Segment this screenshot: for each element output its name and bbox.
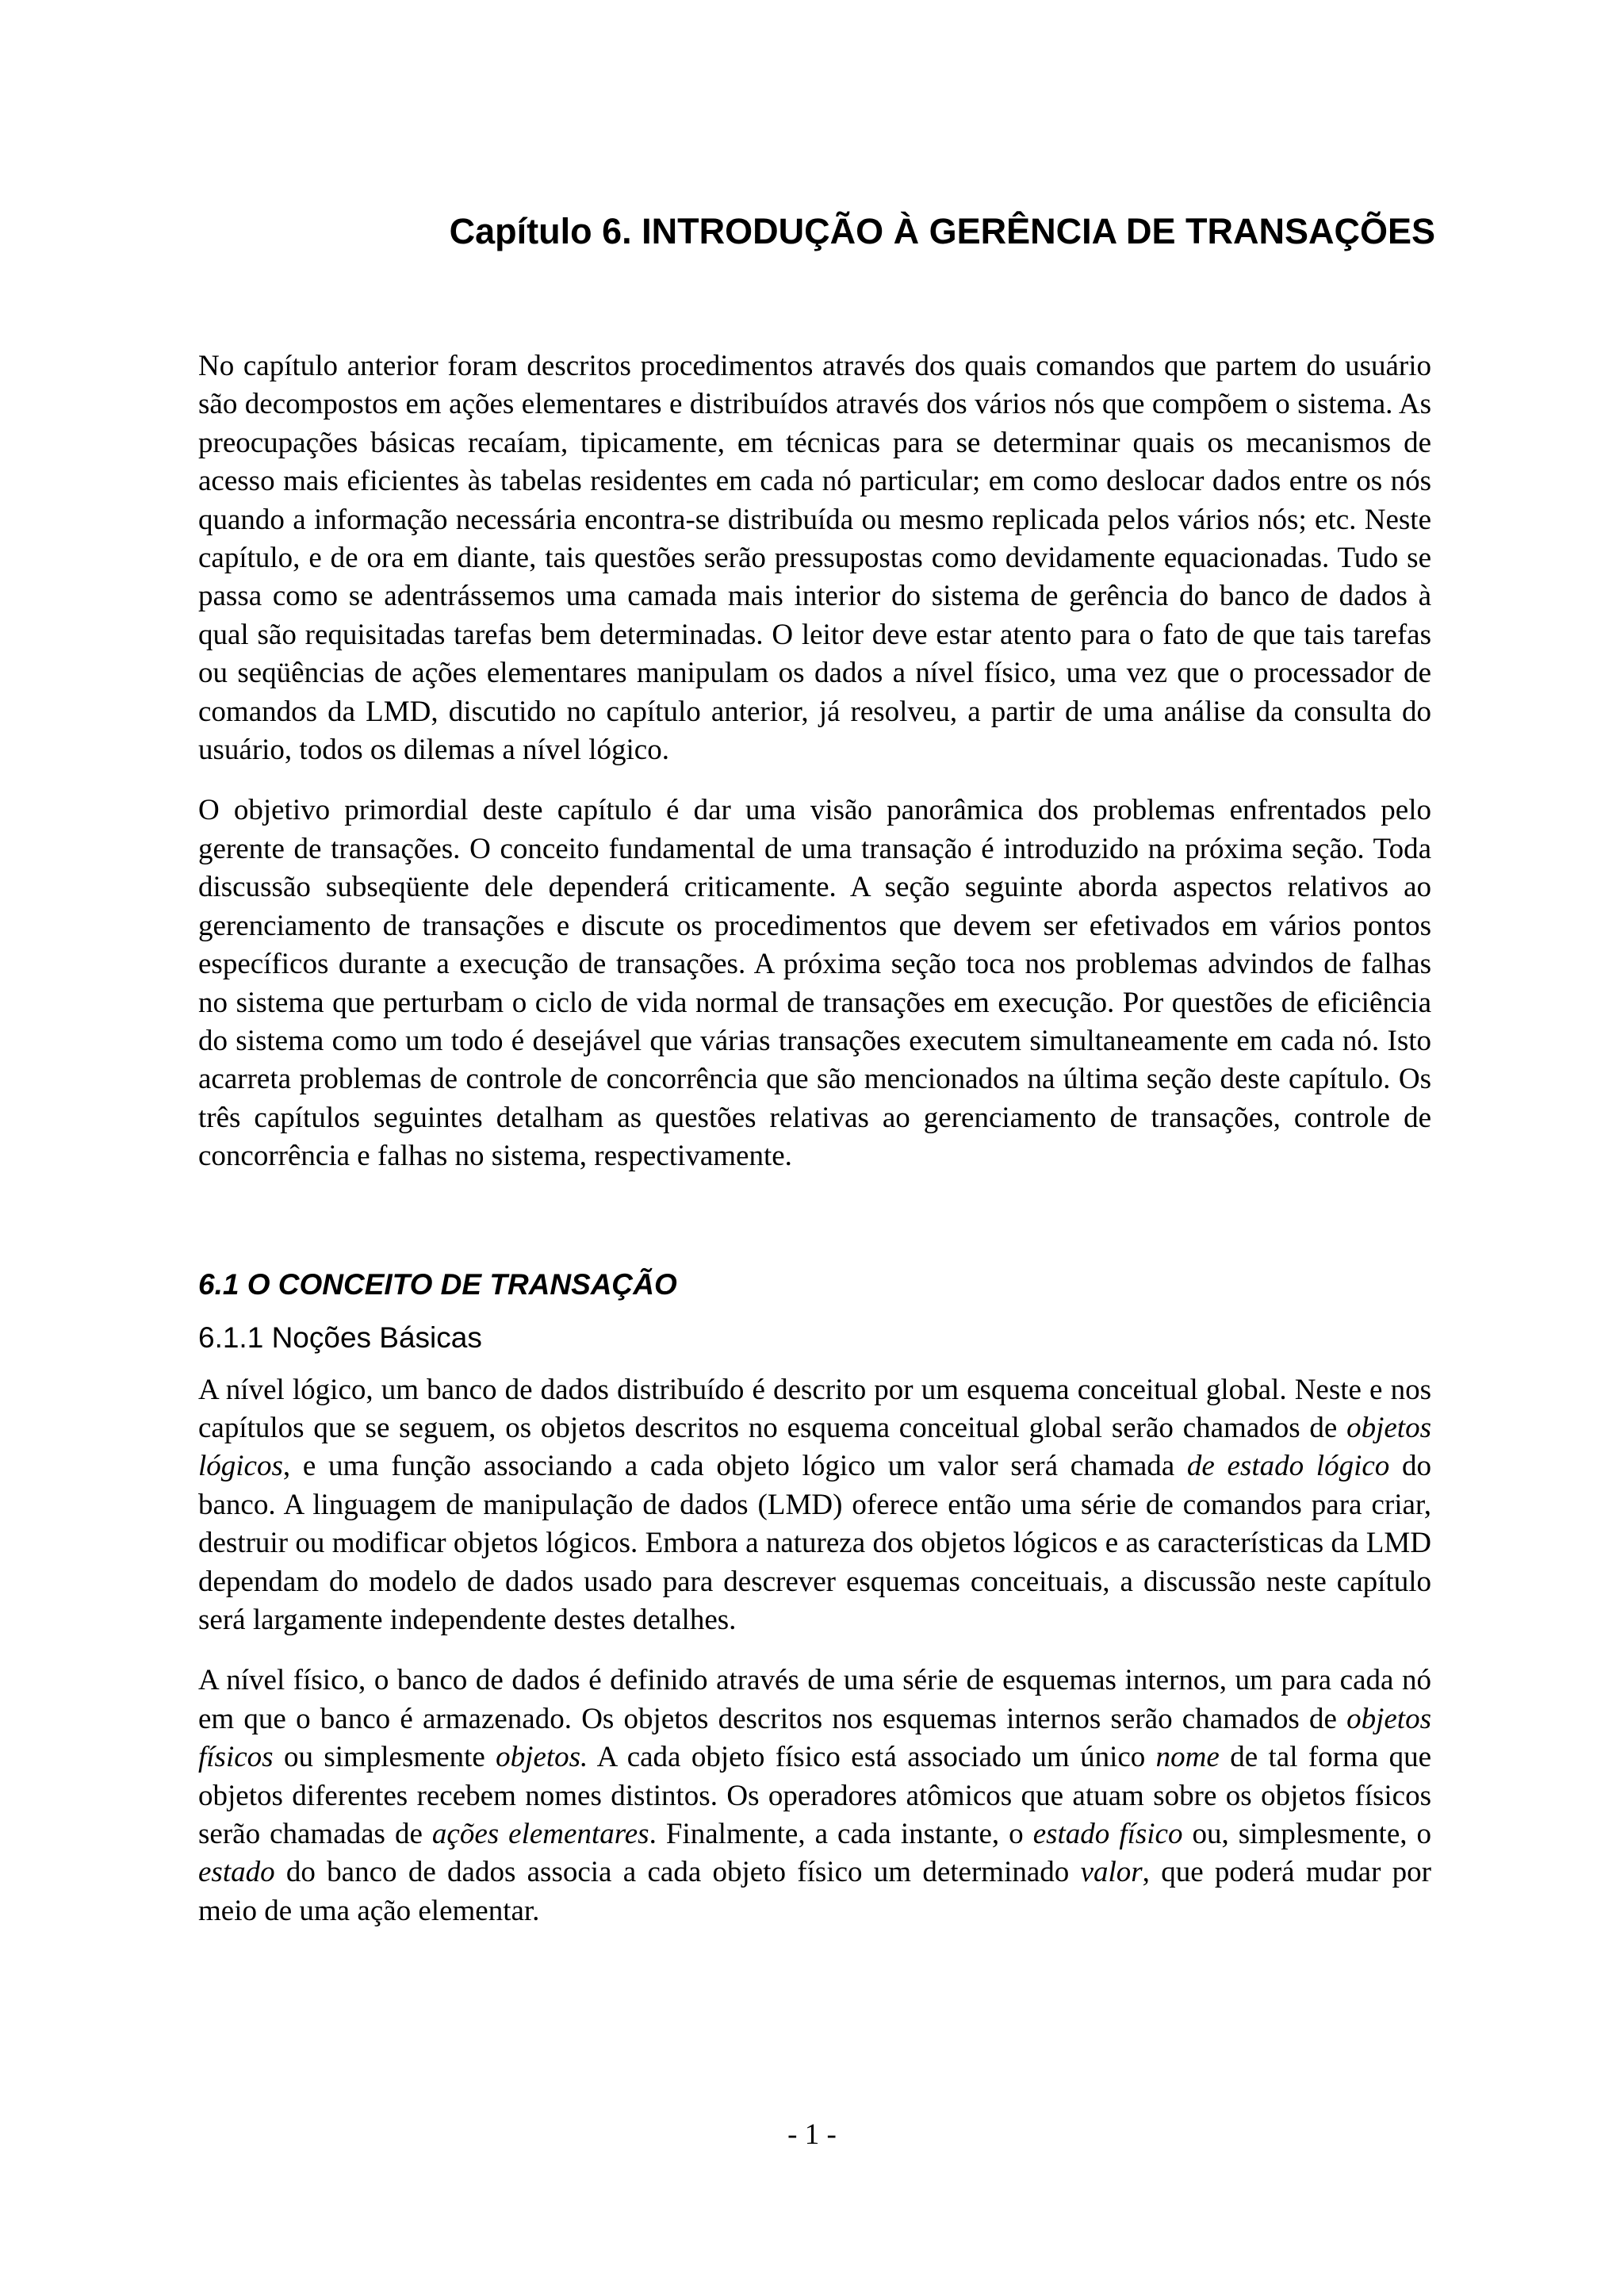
italic-term: valor	[1080, 1856, 1143, 1889]
text-run: A nível físico, o banco de dados é definido através de uma série de esquemas internos, um para cada nó em que o banco é armazenado. Os objetos descritos nos esquemas internos serão chamados de	[198, 1664, 1431, 1735]
italic-term: ações elementares	[431, 1818, 649, 1850]
text-run: A cada objeto físico está associado um único	[588, 1741, 1156, 1774]
chapter-title: Capítulo 6. INTRODUÇÃO À GERÊNCIA DE TRANSAÇÕES	[449, 211, 1435, 251]
text-run: , e uma função associando a cada objeto lógico um valor será chamada	[282, 1450, 1187, 1483]
text-run: ou, simplesmente, o	[1182, 1818, 1432, 1850]
text-run: ou simplesmente	[273, 1741, 496, 1774]
section-heading: 6.1 O CONCEITO DE TRANSAÇÃO	[198, 1267, 677, 1301]
italic-term: objetos.	[496, 1741, 588, 1774]
text-run: de tal forma que objetos diferentes recebem nomes distintos. Os operadores atômicos que atuam sobre os objetos físicos serão chamadas de	[198, 1741, 1431, 1850]
italic-term: estado	[198, 1856, 275, 1889]
italic-term: de estado lógico	[1186, 1450, 1390, 1483]
text-run: do banco. A linguagem de manipulação de dados (LMD) oferece então uma série de comandos para criar, destruir ou modificar objetos lógicos. Embora a natureza dos objetos lógicos e as características da LMD dependam do modelo de dados usado para descrever esquemas conceituais, a discussão neste capítulo será largamente independente destes detalhes.	[198, 1450, 1431, 1636]
intro-paragraph-1: No capítulo anterior foram descritos procedimentos através dos quais comandos que partem do usuário são decompostos em ações elementares e distribuídos através dos vários nós que compõem o sistema. As preocupações básicas recaíam, tipicamente, em técnicas para se determinar quais os mecanismos de acesso mais eficientes às tabelas residentes em cada nó particular; em como deslocar dados entre os nós quando a informação necessária encontra-se distribuída ou mesmo replicada pelos vários nós; etc. Neste capítulo, e de ora em diante, tais questões serão pressupostas como devidamente equacionadas. Tudo se passa como se adentrássemos uma camada mais interior do sistema de gerência do banco de dados à qual são requisitadas tarefas bem determinadas. O leitor deve estar atento para o fato de que tais tarefas ou seqüências de ações elementares manipulam os dados a nível físico, uma vez que o processador de comandos da LMD, discutido no capítulo anterior, já resolveu, a partir de uma análise da consulta do usuário, todos os dilemas a nível lógico.	[198, 350, 1431, 767]
paragraph-physical-level	[198, 1662, 1431, 1930]
italic-term: estado físico	[1032, 1818, 1183, 1850]
text-run: A nível lógico, um banco de dados distribuído é descrito por um esquema conceitual global. Neste e nos capítulos que se seguem, os objetos descritos no esquema conceitual global serão chamados de	[198, 1373, 1431, 1444]
italic-term: nome	[1155, 1741, 1220, 1774]
subsection-heading: 6.1.1 Noções Básicas	[198, 1320, 482, 1354]
text-run: . Finalmente, a cada instante, o	[649, 1818, 1033, 1850]
text-run: , que poderá mudar por meio de uma ação elementar.	[198, 1856, 1431, 1927]
page-number: - 1 -	[787, 2118, 837, 2151]
intro-paragraph-2: O objetivo primordial deste capítulo é dar uma visão panorâmica dos problemas enfrentados pelo gerente de transações. O conceito fundamental de uma transação é introduzido na próxima seção. Toda discussão subseqüente dele dependerá criticamente. A seção seguinte aborda aspectos relativos ao gerenciamento de transações e discute os procedimentos que devem ser efetivados em vários pontos específicos durante a execução de transações. A próxima seção toca nos problemas advindos de falhas no sistema que perturbam o ciclo de vida normal de transações em execução. Por questões de eficiência do sistema como um todo é desejável que várias transações executem simultaneamente em cada nó. Isto acarreta problemas de controle de concorrência que são mencionados na última seção deste capítulo. Os três capítulos seguintes detalham as questões relativas ao gerenciamento de transações, controle de concorrência e falhas no sistema, respectivamente.	[198, 794, 1431, 1173]
text-run: do banco de dados associa a cada objeto físico um determinado	[274, 1856, 1081, 1889]
italic-term: objetos físicos	[198, 1702, 1431, 1774]
paragraph-logical-level	[198, 1371, 1431, 1640]
document-body	[198, 347, 1431, 1930]
italic-term: objetos lógicos	[198, 1411, 1431, 1483]
